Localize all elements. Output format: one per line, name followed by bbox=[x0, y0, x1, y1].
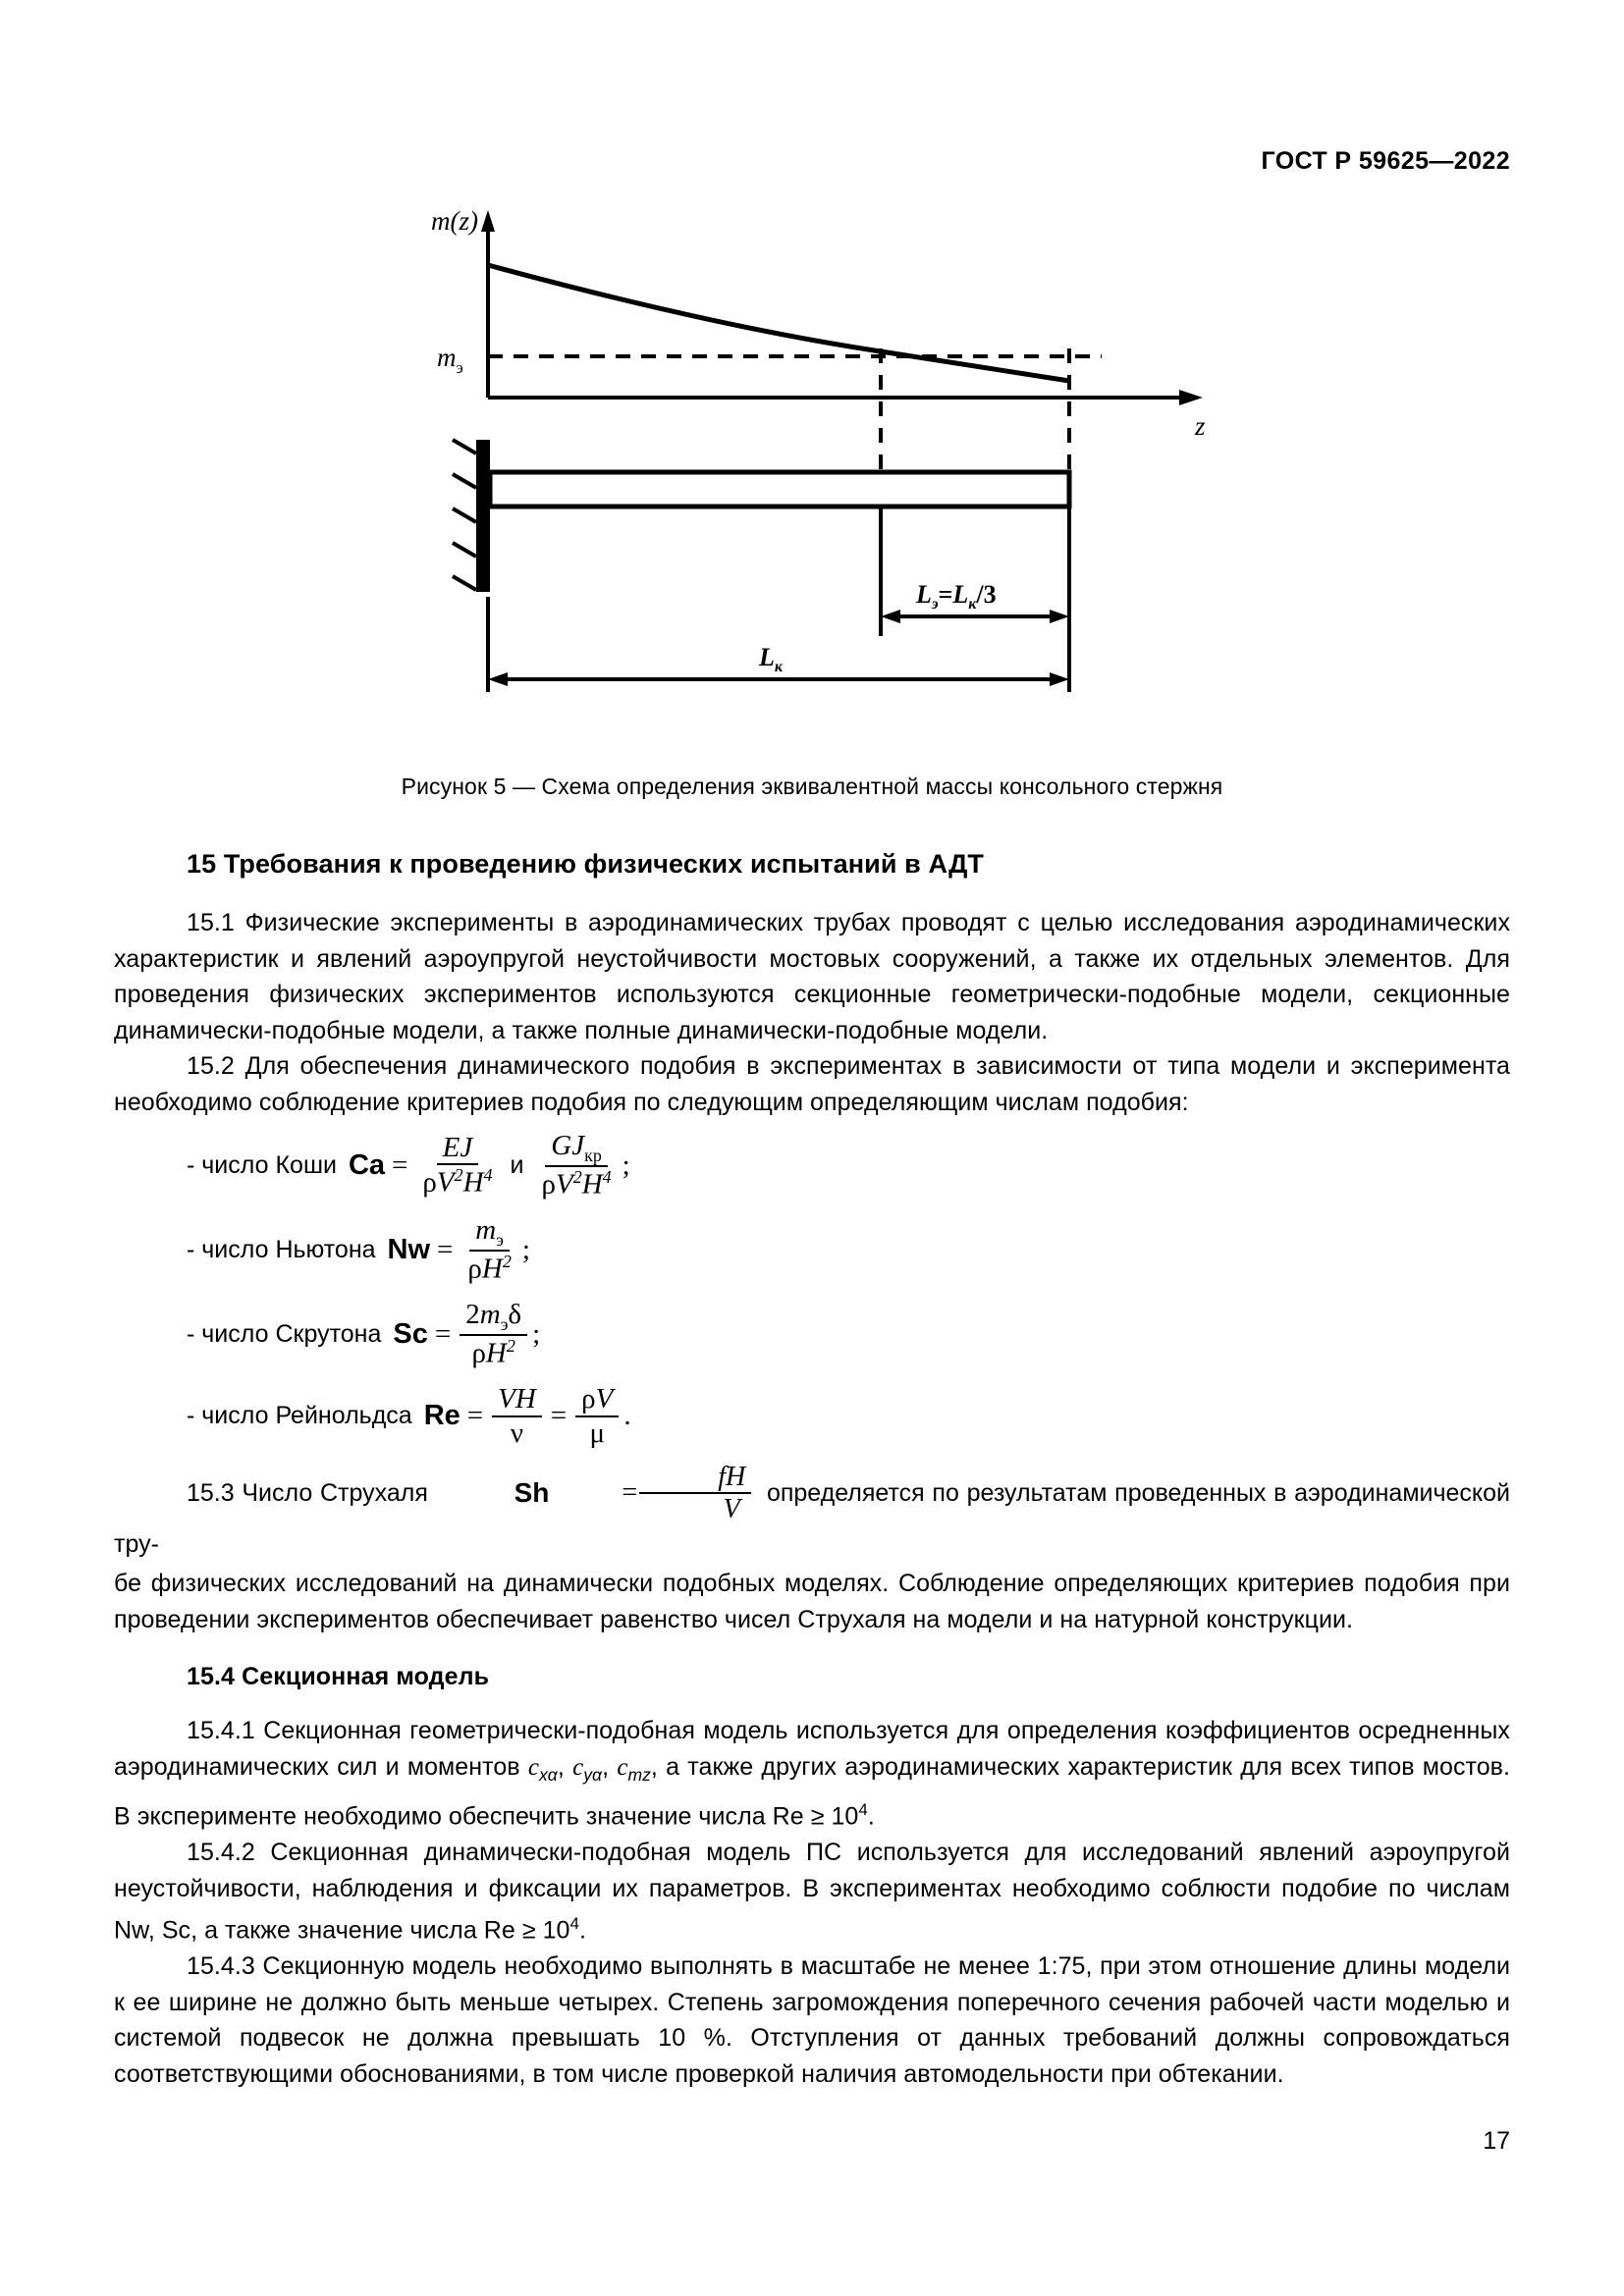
paragraph-15-3-first-line bbox=[114, 1463, 1510, 1562]
y-axis-label: m(z) bbox=[431, 206, 478, 236]
formula-newton-equals: = bbox=[437, 1233, 454, 1265]
paragraph-15-4-2-exponent: 4 bbox=[569, 1914, 580, 1934]
formula-scruton-symbol: Sc bbox=[393, 1317, 428, 1350]
formula-strouhal-fraction bbox=[639, 1462, 751, 1525]
formula-newton-symbol: Nw bbox=[387, 1233, 431, 1265]
formula-newton-fraction bbox=[461, 1214, 516, 1285]
formula-strouhal-denominator: V bbox=[723, 1494, 740, 1525]
formula-strouhal bbox=[442, 1462, 754, 1525]
equivalent-mass-label: $m_э$ bbox=[437, 343, 463, 377]
coefficient-cmz: c bbox=[617, 1753, 628, 1781]
paragraph-15-4-2 bbox=[114, 1835, 1510, 1949]
formula-reynolds-denominator-1: ν bbox=[510, 1416, 524, 1449]
formula-cauchy-expression bbox=[349, 1130, 630, 1201]
cantilever-mass-diagram bbox=[370, 196, 1254, 746]
formula-scruton-label: - число Скрутона bbox=[187, 1319, 382, 1348]
formula-cauchy-symbol: Ca bbox=[348, 1148, 386, 1181]
formula-cauchy-terminator: ; bbox=[622, 1148, 630, 1181]
dimension-arrow-lk-left bbox=[488, 672, 508, 686]
z-axis-label: z bbox=[1195, 411, 1206, 441]
formula-cauchy-equals: = bbox=[392, 1148, 408, 1181]
dimension-arrow-le-left bbox=[881, 610, 900, 623]
formula-cauchy-label: - число Коши bbox=[187, 1150, 337, 1179]
formula-scruton-numerator: $2m_э\delta$ bbox=[460, 1299, 527, 1336]
paragraph-15-4-1-exponent: 4 bbox=[858, 1800, 868, 1820]
coefficient-cxa: c bbox=[527, 1753, 539, 1781]
standard-header: ГОСТ Р 59625—2022 bbox=[1261, 147, 1510, 175]
paragraph-15-4-1: 15.4.1 Секционная геометрически-подобная модель используется для определения коэффициентов осредненных аэродинамических сил и моментов $c_{x\alpha}$, $c_{y\alpha}$, $c_{mz}$, а также других аэродинамических характеристик для всех типов мостов. В эксперименте необходимо обеспечить значение числа $Re \ge 10^4$. bbox=[114, 1717, 1510, 1831]
section-heading-15-4: 15.4 Секционная модель bbox=[187, 1663, 490, 1691]
formula-scruton-fraction bbox=[460, 1299, 527, 1369]
formula-cauchy-fraction-1 bbox=[416, 1132, 498, 1200]
formula-cauchy-numerator-2: $GJ_{кр}$ bbox=[545, 1130, 608, 1167]
formula-newton-denominator: $\rho H^2$ bbox=[467, 1252, 512, 1285]
paragraph-15-1: 15.1 Физические эксперименты в аэродинамических трубах проводят с целью исследования аэродинамических характеристик и явлений аэроупругой неустойчивости мостовых сооружений, а также их отдельных элементов. Для проведения физических экспериментов используются секционные геометрически-подобные модели, секционные динамически-подобные модели, а также полные динамически-подобные модели. bbox=[114, 909, 1510, 1044]
formula-reynolds-expression bbox=[424, 1383, 631, 1449]
formula-reynolds-equals-2: = bbox=[550, 1400, 568, 1432]
paragraph-15-4-2-text: 15.4.2 Секционная динамически-подобная модель ПС используется для исследований явлений аэроупругой неустойчивости, наблюдения и фиксации их параметров. В экспериментах необходимо соблюсти подобие по числам Nw, Sc, а также значение числа Re ≥ 10 bbox=[114, 1839, 1510, 1945]
formula-cauchy-fraction-2 bbox=[536, 1130, 618, 1201]
z-axis-arrowhead bbox=[1179, 390, 1203, 405]
formula-scruton-equals: = bbox=[434, 1317, 452, 1350]
formula-reynolds-numerator-1: VH bbox=[492, 1383, 542, 1416]
formula-reynolds-terminator: . bbox=[623, 1400, 631, 1432]
page-number: 17 bbox=[1483, 2127, 1510, 2155]
formula-scruton-terminator: ; bbox=[532, 1317, 541, 1350]
dimension-label-le: $L_э=L_к/3$ bbox=[916, 580, 997, 613]
paragraph-15-3-rest: бе физических исследований на динамически подобных моделях. Соблюдение определяющих критериев подобия при проведении экспериментов обеспечивает равенство чисел Струхаля на модели и на натурной конструкции. bbox=[114, 1570, 1510, 1633]
formula-reynolds-numerator-2: ρV bbox=[575, 1383, 619, 1416]
paragraph-15-4-1-period: . bbox=[867, 1802, 875, 1831]
formula-scruton-expression bbox=[393, 1299, 540, 1369]
formula-strouhal-numerator: fH bbox=[639, 1462, 751, 1494]
coefficient-cya: c bbox=[572, 1753, 584, 1781]
formula-cauchy-conjunction: и bbox=[510, 1150, 524, 1179]
formula-newton-expression bbox=[388, 1214, 530, 1285]
document-body bbox=[114, 849, 1510, 2092]
formula-newton-label: - число Ньютона bbox=[187, 1235, 376, 1263]
formula-cauchy bbox=[114, 1130, 1510, 1201]
formula-newton-terminator: ; bbox=[521, 1233, 530, 1265]
formula-reynolds-fraction-2 bbox=[575, 1383, 619, 1449]
dimension-arrow-lk-right bbox=[1050, 672, 1069, 686]
dimension-label-lk: $L_к$ bbox=[759, 643, 783, 675]
formula-cauchy-denominator-2: $\rho V^2H^4$ bbox=[541, 1166, 612, 1201]
paragraph-15-2: 15.2 Для обеспечения динамического подобия в экспериментах в зависимости от типа модели и эксперимента необходимо соблюдение критериев подобия по следующим определяющим числам подобия: bbox=[114, 1052, 1510, 1116]
beam-body bbox=[490, 472, 1069, 507]
figure-caption: Рисунок 5 — Схема определения эквивалентной массы консольного стержня bbox=[401, 774, 1223, 799]
coefficient-cxa-subscript: xα bbox=[539, 1764, 558, 1785]
formula-reynolds bbox=[114, 1383, 1510, 1449]
formula-newton bbox=[114, 1214, 1510, 1285]
paragraph-15-4-1-part-a: 15.4.1 Секционная геометрически-подобная модель используется для определения коэффициентов осредненных аэродинамических сил и моментов bbox=[114, 1717, 1510, 1781]
formula-strouhal-equals: = bbox=[622, 1477, 638, 1509]
paragraph-15-3-suffix: определяется по результатам проведенных в аэродинамической тру- bbox=[114, 1479, 1511, 1558]
formula-reynolds-fraction-1 bbox=[492, 1383, 542, 1449]
support-wall bbox=[476, 440, 490, 592]
formula-reynolds-symbol: Re bbox=[423, 1400, 460, 1432]
formula-reynolds-label: - число Рейнольдса bbox=[187, 1402, 412, 1430]
formula-scruton-denominator: $\rho H^2$ bbox=[471, 1336, 515, 1369]
mass-distribution-curve bbox=[488, 265, 1069, 381]
y-axis-arrowhead bbox=[481, 210, 495, 232]
formula-strouhal-symbol: Sh bbox=[514, 1477, 550, 1509]
paragraph-15-4-1-part-b: , а также других аэродинамических характеристик для всех типов мостов. В эксперименте необходимо обеспечить значение числа Re ≥ 10 bbox=[114, 1752, 1510, 1831]
formula-cauchy-denominator-1: $\rho V^2H^4$ bbox=[422, 1165, 493, 1199]
section-heading-15: 15 Требования к проведению физических испытаний в АДТ bbox=[187, 849, 985, 879]
coefficient-cya-subscript: yα bbox=[583, 1764, 603, 1785]
coefficient-cmz-subscript: mz bbox=[627, 1764, 651, 1785]
paragraph-15-4-2-period: . bbox=[579, 1916, 587, 1945]
formula-reynolds-denominator-2: μ bbox=[589, 1416, 606, 1449]
paragraph-15-4-3: 15.4.3 Секционную модель необходимо выполнять в масштабе не менее 1:75, при этом отношение длины модели к ее ширине не должно быть меньше четырех. Степень загромождения поперечного сечения рабочей части моделью и системой подвесок не должна превышать 10 %. Отступления от данных требований должны сопровождаться соответствующими обоснованиями, в том числе проверкой наличия автомодельности при обтекании. bbox=[114, 1952, 1510, 2088]
formula-scruton bbox=[114, 1299, 1510, 1369]
figure-graphic bbox=[0, 196, 1624, 746]
paragraph-15-3-prefix: 15.3 Число Струхаля bbox=[187, 1479, 428, 1508]
formula-reynolds-equals-1: = bbox=[466, 1400, 484, 1432]
figure-5 bbox=[0, 196, 1624, 800]
dimension-arrow-le-right bbox=[1050, 610, 1069, 623]
formula-newton-numerator: $m_э$ bbox=[469, 1214, 510, 1252]
formula-cauchy-numerator-1: EJ bbox=[437, 1132, 479, 1165]
support-hatching bbox=[453, 440, 476, 590]
